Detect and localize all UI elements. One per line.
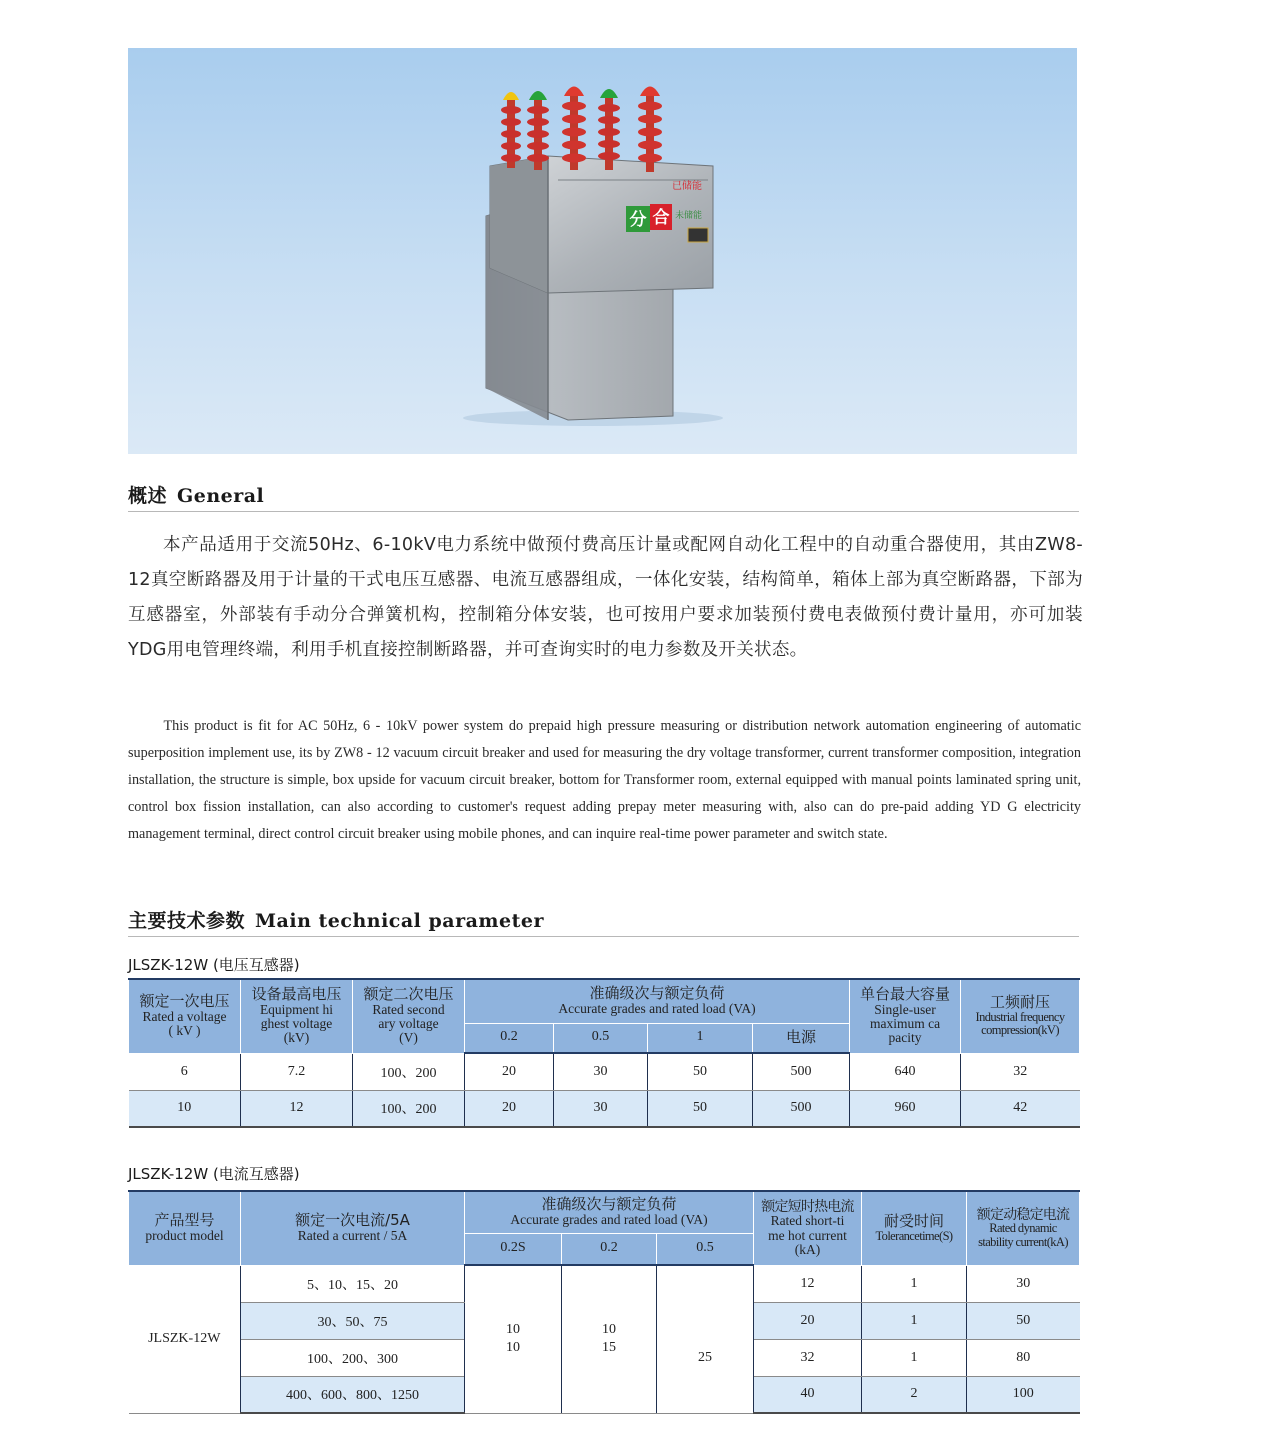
technical-title-en: Main technical parameter <box>255 910 544 932</box>
header-power-frequency-withstand: 工频耐压 Industrial frequency compression(kV) <box>961 979 1080 1053</box>
cell: 100、200 <box>353 1053 465 1090</box>
header-acc-0-2s: 0.2S <box>465 1233 562 1265</box>
insulator-bushings <box>501 87 662 173</box>
header-acc-0-5: 0.5 <box>657 1233 754 1265</box>
cell: 30 <box>554 1053 648 1090</box>
header-tolerance-time: 耐受时间 Tolerancetime(S) <box>862 1191 967 1265</box>
current-table-caption: JLSZK-12W (电流互感器) <box>128 1165 300 1183</box>
header-accuracy-group: 准确级次与额定负荷 Accurate grades and rated load (VA) <box>465 979 850 1023</box>
cell: 7.2 <box>241 1053 353 1090</box>
cell: 10 <box>129 1090 241 1127</box>
general-section-title <box>128 481 1079 512</box>
close-label: 合 <box>652 208 670 228</box>
header-short-time-thermal-current: 额定短时热电流 Rated short-ti me hot current (kA) <box>754 1191 862 1265</box>
header-rated-secondary-voltage: 额定二次电压 Rated second ary voltage (V) <box>353 979 465 1053</box>
open-label: 分 <box>629 210 647 230</box>
header-rated-primary-current: 额定一次电流/5A Rated a current / 5A <box>241 1191 465 1265</box>
table-row <box>129 1053 1080 1090</box>
cell: 30 <box>554 1090 648 1127</box>
cell: 400、600、800、1250 <box>241 1376 465 1413</box>
table-row <box>129 1265 1080 1302</box>
cell: 6 <box>129 1053 241 1090</box>
technical-section-title <box>128 906 1079 937</box>
header-acc-1: 1 <box>648 1023 753 1053</box>
cell: 20 <box>465 1053 554 1090</box>
cell: 40 <box>754 1376 862 1413</box>
cell: 5、10、15、20 <box>241 1265 465 1302</box>
voltage-table-caption: JLSZK-12W (电压互感器) <box>128 956 300 974</box>
cell: 12 <box>241 1090 353 1127</box>
cell: 100 <box>967 1376 1080 1413</box>
uncharged-status-text: 未储能 <box>675 211 703 221</box>
cell: 32 <box>754 1339 862 1376</box>
cell: 30、50、75 <box>241 1302 465 1339</box>
model-cell: JLSZK-12W <box>129 1265 241 1413</box>
product-photo <box>128 48 1077 454</box>
cell: 960 <box>850 1090 961 1127</box>
cell: 50 <box>648 1053 753 1090</box>
cell: 80 <box>967 1339 1080 1376</box>
header-product-model: 产品型号 product model <box>129 1191 241 1265</box>
header-acc-0-2: 0.2 <box>465 1023 554 1053</box>
cell: 2 <box>862 1376 967 1413</box>
cell: 20 <box>465 1090 554 1127</box>
voltage-transformer-table <box>128 978 1080 1128</box>
cell: 30 <box>967 1265 1080 1302</box>
cell: 50 <box>967 1302 1080 1339</box>
header-acc-0-2: 0.2 <box>562 1233 657 1265</box>
cell: 1 <box>862 1302 967 1339</box>
cell: 500 <box>753 1053 850 1090</box>
acc-0-5-cell: 25 <box>657 1265 754 1413</box>
charged-status-text: 已储能 <box>672 181 702 192</box>
header-acc-power: 电源 <box>753 1023 850 1053</box>
cell: 50 <box>648 1090 753 1127</box>
header-rated-primary-voltage: 额定一次电压 Rated a voltage ( kV ) <box>129 979 241 1053</box>
general-description-en: This product is fit for AC 50Hz, 6 - 10kV power system do prepaid high pressure measuring or distribution network automation engineering of automatic superposition implement use, its by ZW8 - 12 vacuum circuit breaker and used for measuring the dry voltage transformer, current transformer composition, integration installation, the structure is simple, box upside for vacuum circuit breaker, bottom for Transformer room, external equipped with manual points laminated spring unit, control box fission installation, can also according to customer's request adding prepay meter measuring with, also can do pre-paid adding YD G electricity management terminal, direct control circuit breaker using mobile phones, and can inquire real-time power parameter and switch state. <box>128 718 1081 842</box>
table-row <box>129 1090 1080 1127</box>
acc-0-2s-cell: 10 10 <box>465 1265 562 1413</box>
cell: 12 <box>754 1265 862 1302</box>
technical-title-cn: 主要技术参数 <box>128 910 246 932</box>
header-max-capacity: 单台最大容量 Single-user maximum ca pacity <box>850 979 961 1053</box>
header-accuracy-group: 准确级次与额定负荷 Accurate grades and rated load (VA) <box>465 1191 754 1233</box>
nameplate-icon <box>688 228 708 242</box>
recloser-illustration <box>128 48 1077 454</box>
cell: 100、200 <box>353 1090 465 1127</box>
general-description-cn: 本产品适用于交流50Hz、6-10kV电力系统中做预付费高压计量或配网自动化工程中的自动重合器使用，其由ZW8-12真空断路器及用于计量的干式电压互感器、电流互感器组成，一体化安装，结构简单，箱体上部为真空断路器，下部为互感器室，外部装有手动分合弹簧机构，控制箱分体安装，也可按用户要求加装预付费电表做预付费计量用，亦可加装YDG用电管理终端，利用手机直接控制断路器，并可查询实时的电力参数及开关状态。 <box>128 535 1083 660</box>
cell: 500 <box>753 1090 850 1127</box>
cell: 42 <box>961 1090 1080 1127</box>
cell: 1 <box>862 1265 967 1302</box>
cell: 640 <box>850 1053 961 1090</box>
general-title-en: General <box>177 485 265 507</box>
cell: 1 <box>862 1339 967 1376</box>
general-title-cn: 概述 <box>128 485 168 507</box>
header-dynamic-stability-current: 额定动稳定电流 Rated dynamic stability current(kA) <box>967 1191 1080 1265</box>
current-transformer-table <box>128 1190 1080 1414</box>
header-equipment-highest-voltage: 设备最高电压 Equipment hi ghest voltage (kV) <box>241 979 353 1053</box>
cell: 32 <box>961 1053 1080 1090</box>
cell: 20 <box>754 1302 862 1339</box>
header-acc-0-5: 0.5 <box>554 1023 648 1053</box>
acc-0-2-cell: 10 15 <box>562 1265 657 1413</box>
cell: 100、200、300 <box>241 1339 465 1376</box>
